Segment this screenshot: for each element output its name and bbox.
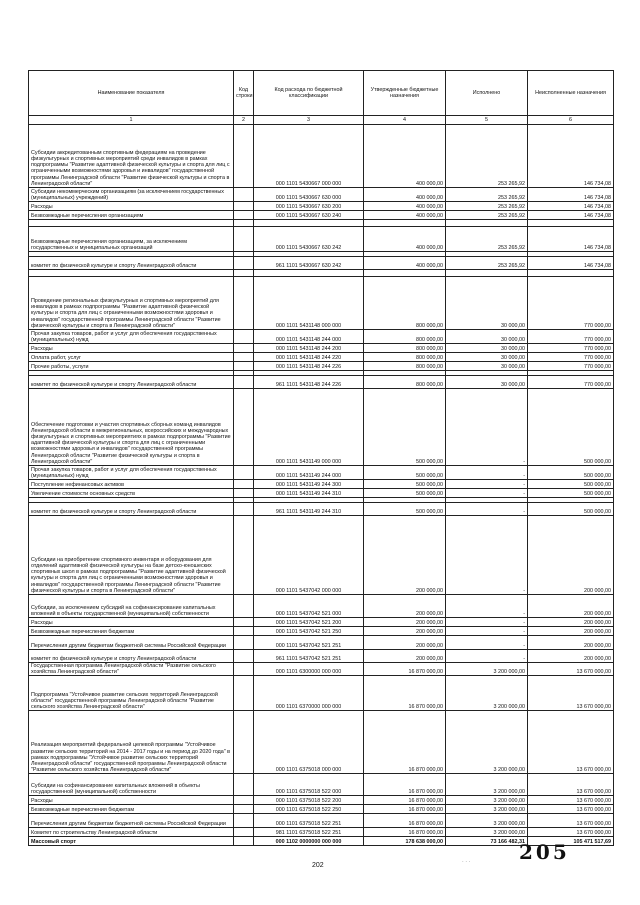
column-number: 1 [29, 116, 234, 125]
row-name-cell: Расходы [29, 344, 234, 353]
unexecuted-cell: 146 734,08 [528, 257, 614, 270]
table-row [29, 466, 614, 480]
executed-cell: 30 000,00 [446, 277, 528, 330]
approved-cell: 500 000,00 [364, 480, 446, 489]
unexecuted-cell: 200 000,00 [528, 516, 614, 595]
expense-code-cell: 000 1101 5431148 244 226 [254, 362, 364, 371]
approved-cell: 800 000,00 [364, 376, 446, 389]
row-code-cell [234, 344, 254, 353]
row-name-cell: Субсидии на приобретение спортивного инвентаря и оборудования для отделений адаптивной физической культуры на базе детско-юношеских спортивных школ в рамках подпрограммы "Развитие адаптивной физической культуры и спорта для лиц с ограниченными возможностями здоровья и инвалидов" государственной программы Ленинградской области "Развитие физической культуры и спорта в Ленинградской области" [29, 516, 234, 595]
executed-cell: - [446, 466, 528, 480]
table-row [29, 774, 614, 796]
row-name-cell: Подпрограмма "Устойчивое развитие сельских территорий Ленинградской области" государственной программы Ленинградской области "Развитие сельского хозяйства Ленинградской области" [29, 676, 234, 711]
executed-cell: 30 000,00 [446, 330, 528, 344]
unexecuted-cell: 770 000,00 [528, 330, 614, 344]
row-name-cell: Субсидии некоммерческим организациям (за исключением государственных (муниципальных) учреждений) [29, 188, 234, 202]
row-code-cell [234, 277, 254, 330]
table-row [29, 516, 614, 595]
table-row [29, 489, 614, 498]
expense-code-cell: 000 1101 5431149 244 000 [254, 466, 364, 480]
executed-cell: 3 200 000,00 [446, 796, 528, 805]
spacer-cell [446, 220, 528, 227]
approved-cell: 200 000,00 [364, 516, 446, 595]
row-code-cell [234, 489, 254, 498]
stamped-sheet-number: 205 [519, 840, 570, 864]
approved-cell: 200 000,00 [364, 636, 446, 650]
spacer-cell [234, 220, 254, 227]
row-name-cell: Безвозмездные перечисления бюджетам [29, 805, 234, 814]
unexecuted-cell: 13 670 000,00 [528, 805, 614, 814]
expense-code-cell: 000 1101 5431148 244 000 [254, 330, 364, 344]
row-name-cell: Безвозмездные перечисления бюджетам [29, 627, 234, 636]
expense-code-cell: 000 1101 5437042 521 200 [254, 618, 364, 627]
row-code-cell [234, 389, 254, 466]
row-code-cell [234, 650, 254, 663]
report-sheet [28, 70, 613, 846]
header-executed: Исполнено [446, 71, 528, 116]
executed-cell: 3 200 000,00 [446, 828, 528, 837]
executed-cell: - [446, 627, 528, 636]
row-name-cell: Расходы [29, 796, 234, 805]
table-row [29, 344, 614, 353]
row-code-cell [234, 362, 254, 371]
table-row [29, 257, 614, 270]
row-code-cell [234, 774, 254, 796]
unexecuted-cell: 13 670 000,00 [528, 676, 614, 711]
executed-cell: 3 200 000,00 [446, 711, 528, 774]
expense-code-cell: 000 1101 5437042 000 000 [254, 516, 364, 595]
row-code-cell [234, 627, 254, 636]
row-code-cell [234, 837, 254, 846]
row-name-cell: Оплата работ, услуг [29, 353, 234, 362]
row-code-cell [234, 211, 254, 220]
approved-cell: 16 870 000,00 [364, 805, 446, 814]
approved-cell: 200 000,00 [364, 627, 446, 636]
table-row [29, 663, 614, 676]
column-number: 5 [446, 116, 528, 125]
expense-code-cell: 000 1101 5431149 000 000 [254, 389, 364, 466]
row-code-cell [234, 227, 254, 252]
expense-code-cell: 961 1101 5431148 244 226 [254, 376, 364, 389]
table-row [29, 330, 614, 344]
unexecuted-cell: 13 670 000,00 [528, 663, 614, 676]
column-number-row [29, 116, 614, 125]
executed-cell: - [446, 489, 528, 498]
row-name-cell: Перечисления другим бюджетам бюджетной системы Российской Федерации [29, 636, 234, 650]
table-row [29, 277, 614, 330]
expense-code-cell: 961 1101 5431149 244 310 [254, 503, 364, 516]
row-name-cell: Проведение региональных физкультурных и спортивных мероприятий для инвалидов в рамках подпрограммы "Развитие адаптивной физической культуры и спорта для лиц с ограниченными возможностями здоровья и инвалидов" государственной программы Ленинградской области "Развитие физической культуры и спорта в Ленинградской области" [29, 277, 234, 330]
approved-cell: 500 000,00 [364, 489, 446, 498]
table-row [29, 202, 614, 211]
unexecuted-cell: 13 670 000,00 [528, 828, 614, 837]
row-name-cell: Обеспечение подготовки и участия спортивных сборных команд инвалидов Ленинградской области в межрегиональных, всероссийских и международных физкультурных и спортивных мероприятиях в рамках подпрограммы "Развитие адаптивной физической культуры и спорта для лиц с ограниченными возможностями здоровья и инвалидов" государственной программы Ленинградской области "Развитие физической культуры и спорта в Ленинградской области" [29, 389, 234, 466]
spacer-cell [528, 270, 614, 277]
row-code-cell [234, 480, 254, 489]
spacer-cell [254, 220, 364, 227]
row-code-cell [234, 711, 254, 774]
unexecuted-cell: 500 000,00 [528, 389, 614, 466]
expense-code-cell: 000 1101 6300000 000 000 [254, 663, 364, 676]
unexecuted-cell: 200 000,00 [528, 595, 614, 618]
approved-cell: 200 000,00 [364, 595, 446, 618]
row-name-cell: комитет по физической культуре и спорту Ленинградской области [29, 503, 234, 516]
table-row [29, 595, 614, 618]
budget-execution-table [28, 70, 614, 846]
approved-cell: 500 000,00 [364, 466, 446, 480]
unexecuted-cell: 200 000,00 [528, 618, 614, 627]
executed-cell: - [446, 389, 528, 466]
approved-cell: 800 000,00 [364, 277, 446, 330]
executed-cell: - [446, 618, 528, 627]
expense-code-cell: 000 1101 6375018 522 251 [254, 814, 364, 828]
approved-cell: 800 000,00 [364, 353, 446, 362]
row-name-cell: Массовый спорт [29, 837, 234, 846]
row-code-cell [234, 353, 254, 362]
unexecuted-cell: 13 670 000,00 [528, 711, 614, 774]
approved-cell: 16 870 000,00 [364, 814, 446, 828]
approved-cell: 16 870 000,00 [364, 711, 446, 774]
table-row [29, 362, 614, 371]
unexecuted-cell: 13 670 000,00 [528, 814, 614, 828]
approved-cell: 200 000,00 [364, 650, 446, 663]
table-row [29, 627, 614, 636]
expense-code-cell: 000 1101 6375018 522 250 [254, 805, 364, 814]
unexecuted-cell: 146 734,08 [528, 227, 614, 252]
row-name-cell: комитет по физической культуре и спорту Ленинградской области [29, 650, 234, 663]
header-unexecuted: Неисполненные назначения [528, 71, 614, 116]
executed-cell: 30 000,00 [446, 344, 528, 353]
row-code-cell [234, 376, 254, 389]
expense-code-cell: 000 1101 5431148 244 200 [254, 344, 364, 353]
row-code-cell [234, 188, 254, 202]
approved-cell: 800 000,00 [364, 344, 446, 353]
spacer-cell [29, 270, 234, 277]
expense-code-cell: 000 1101 5431148 000 000 [254, 277, 364, 330]
column-number: 3 [254, 116, 364, 125]
row-code-cell [234, 125, 254, 188]
row-name-cell: Прочая закупка товаров, работ и услуг для обеспечения государственных (муниципальных) нужд [29, 466, 234, 480]
column-number: 2 [234, 116, 254, 125]
unexecuted-cell: 146 734,08 [528, 202, 614, 211]
executed-cell: 30 000,00 [446, 376, 528, 389]
executed-cell: 253 265,92 [446, 188, 528, 202]
approved-cell: 16 870 000,00 [364, 774, 446, 796]
expense-code-cell: 000 1101 6375018 522 000 [254, 774, 364, 796]
table-row [29, 503, 614, 516]
row-code-cell [234, 257, 254, 270]
table-row [29, 211, 614, 220]
row-code-cell [234, 796, 254, 805]
table-row [29, 636, 614, 650]
unexecuted-cell: 146 734,08 [528, 188, 614, 202]
expense-code-cell: 961 1101 5437042 521 251 [254, 650, 364, 663]
row-name-cell: Субсидии, за исключением субсидий на софинансирование капитальных вложений в объекты государственной (муниципальной) собственности [29, 595, 234, 618]
row-code-cell [234, 828, 254, 837]
executed-cell: 3 200 000,00 [446, 774, 528, 796]
table-row [29, 805, 614, 814]
spacer-cell [254, 270, 364, 277]
row-name-cell: комитет по физической культуре и спорту Ленинградской области [29, 257, 234, 270]
spacer-cell [29, 220, 234, 227]
row-name-cell: Расходы [29, 202, 234, 211]
unexecuted-cell: 200 000,00 [528, 627, 614, 636]
row-code-cell [234, 503, 254, 516]
table-row [29, 828, 614, 837]
executed-cell: 253 265,92 [446, 227, 528, 252]
row-code-cell [234, 516, 254, 595]
table-row [29, 480, 614, 489]
approved-cell: 16 870 000,00 [364, 676, 446, 711]
executed-cell: 253 265,92 [446, 257, 528, 270]
executed-cell: - [446, 480, 528, 489]
unexecuted-cell: 500 000,00 [528, 489, 614, 498]
expense-code-cell: 000 1102 0000000 000 000 [254, 837, 364, 846]
approved-cell: 200 000,00 [364, 618, 446, 627]
unexecuted-cell: 500 000,00 [528, 466, 614, 480]
spacer-row [29, 220, 614, 227]
row-name-cell: Реализация мероприятий федеральной целевой программы "Устойчивое развитие сельских территорий на 2014 - 2017 годы и на период до 2020 года" в рамках подпрограммы "Устойчивое развитие сельских территорий Ленинградской области" государственной программы Ленинградской области "Развитие сельского хозяйства Ленинградской области" [29, 711, 234, 774]
executed-cell: - [446, 636, 528, 650]
row-name-cell: Прочие работы, услуги [29, 362, 234, 371]
table-row [29, 188, 614, 202]
executed-cell: - [446, 595, 528, 618]
expense-code-cell: 000 1101 6375018 522 200 [254, 796, 364, 805]
executed-cell: 253 265,92 [446, 202, 528, 211]
table-row [29, 711, 614, 774]
unexecuted-cell: 770 000,00 [528, 277, 614, 330]
page-number: 202 [312, 862, 324, 869]
executed-cell: 3 200 000,00 [446, 676, 528, 711]
approved-cell: 16 870 000,00 [364, 796, 446, 805]
unexecuted-cell: 200 000,00 [528, 636, 614, 650]
table-body [29, 125, 614, 846]
unexecuted-cell: 770 000,00 [528, 376, 614, 389]
executed-cell: 73 166 482,31 [446, 837, 528, 846]
unexecuted-cell: 105 471 517,69 [528, 837, 614, 846]
row-code-cell [234, 676, 254, 711]
header-row-code: Код строки [234, 71, 254, 116]
unexecuted-cell: 500 000,00 [528, 503, 614, 516]
header-indicator-name: Наименование показателя [29, 71, 234, 116]
executed-cell: 253 265,92 [446, 125, 528, 188]
row-name-cell: Безвозмездные перечисления организациям, за исключением государственных и муниципальных организаций [29, 227, 234, 252]
expense-code-cell: 000 1101 6375018 000 000 [254, 711, 364, 774]
table-row [29, 376, 614, 389]
column-number: 4 [364, 116, 446, 125]
approved-cell: 500 000,00 [364, 389, 446, 466]
row-code-cell [234, 330, 254, 344]
approved-cell: 178 638 000,00 [364, 837, 446, 846]
executed-cell: 3 200 000,00 [446, 663, 528, 676]
executed-cell: 3 200 000,00 [446, 814, 528, 828]
approved-cell: 500 000,00 [364, 503, 446, 516]
table-row [29, 650, 614, 663]
table-row [29, 618, 614, 627]
row-name-cell: Увеличение стоимости основных средств [29, 489, 234, 498]
unexecuted-cell: 770 000,00 [528, 353, 614, 362]
approved-cell: 400 000,00 [364, 211, 446, 220]
table-row [29, 814, 614, 828]
table-row [29, 353, 614, 362]
approved-cell: 800 000,00 [364, 362, 446, 371]
unexecuted-cell: 770 000,00 [528, 362, 614, 371]
row-code-cell [234, 595, 254, 618]
expense-code-cell: 000 1101 5430667 630 240 [254, 211, 364, 220]
approved-cell: 800 000,00 [364, 330, 446, 344]
header-expense-code: Код расхода по бюджетной классификации [254, 71, 364, 116]
expense-code-cell: 000 1101 5431148 244 220 [254, 353, 364, 362]
approved-cell: 400 000,00 [364, 257, 446, 270]
spacer-cell [446, 270, 528, 277]
expense-code-cell: 961 1101 5430667 630 242 [254, 257, 364, 270]
expense-code-cell: 000 1101 5430667 000 000 [254, 125, 364, 188]
table-row [29, 227, 614, 252]
expense-code-cell: 000 1101 5430667 630 242 [254, 227, 364, 252]
approved-cell: 400 000,00 [364, 125, 446, 188]
row-name-cell: Прочая закупка товаров, работ и услуг для обеспечения государственных (муниципальных) нужд [29, 330, 234, 344]
executed-cell: 3 200 000,00 [446, 805, 528, 814]
row-code-cell [234, 618, 254, 627]
column-number: 6 [528, 116, 614, 125]
expense-code-cell: 981 1101 6375018 522 251 [254, 828, 364, 837]
row-name-cell: Субсидии аккредитованным спортивным федерациям на проведение физкультурных и спортивных мероприятий среди инвалидов в рамках подпрограммы "Развитие адаптивной физической культуры и спорта для лиц с ограниченными возможностями здоровья и инвалидов" государственной программы Ленинградской области "Развитие физической культуры и спорта в Ленинградской области" [29, 125, 234, 188]
table-row [29, 389, 614, 466]
expense-code-cell: 000 1101 5431149 244 300 [254, 480, 364, 489]
spacer-cell [234, 270, 254, 277]
row-name-cell: Поступление нефинансовых активов [29, 480, 234, 489]
expense-code-cell: 000 1101 5437042 521 251 [254, 636, 364, 650]
executed-cell: - [446, 503, 528, 516]
executed-cell: - [446, 516, 528, 595]
row-code-cell [234, 636, 254, 650]
spacer-cell [528, 220, 614, 227]
unexecuted-cell: 13 670 000,00 [528, 774, 614, 796]
header-row [29, 71, 614, 116]
unexecuted-cell: 770 000,00 [528, 344, 614, 353]
row-code-cell [234, 814, 254, 828]
spacer-cell [364, 220, 446, 227]
expense-code-cell: 000 1101 5430667 630 000 [254, 188, 364, 202]
executed-cell: 30 000,00 [446, 353, 528, 362]
expense-code-cell: 000 1101 5437042 521 250 [254, 627, 364, 636]
expense-code-cell: 000 1101 5430667 630 200 [254, 202, 364, 211]
row-code-cell [234, 663, 254, 676]
spacer-cell [364, 270, 446, 277]
row-code-cell [234, 202, 254, 211]
row-code-cell [234, 466, 254, 480]
expense-code-cell: 000 1101 6370000 000 000 [254, 676, 364, 711]
executed-cell: 30 000,00 [446, 362, 528, 371]
unexecuted-cell: 13 670 000,00 [528, 796, 614, 805]
expense-code-cell: 000 1101 5431149 244 310 [254, 489, 364, 498]
unexecuted-cell: 500 000,00 [528, 480, 614, 489]
scan-marks: . . . [462, 858, 471, 864]
row-name-cell: комитет по физической культуре и спорту Ленинградской области [29, 376, 234, 389]
executed-cell: - [446, 650, 528, 663]
header-approved: Утвержденные бюджетные назначения [364, 71, 446, 116]
approved-cell: 400 000,00 [364, 202, 446, 211]
row-name-cell: Расходы [29, 618, 234, 627]
row-name-cell: Безвозмездные перечисления организациям [29, 211, 234, 220]
row-name-cell: Субсидии на софинансирование капитальных вложений в объекты государственной (муниципальной) собственности [29, 774, 234, 796]
table-row [29, 796, 614, 805]
row-name-cell: Перечисления другим бюджетам бюджетной системы Российской Федерации [29, 814, 234, 828]
unexecuted-cell: 146 734,08 [528, 125, 614, 188]
table-row [29, 125, 614, 188]
table-row [29, 676, 614, 711]
approved-cell: 400 000,00 [364, 227, 446, 252]
approved-cell: 16 870 000,00 [364, 663, 446, 676]
expense-code-cell: 000 1101 5437042 521 000 [254, 595, 364, 618]
approved-cell: 400 000,00 [364, 188, 446, 202]
row-name-cell: Государственная программа Ленинградской области "Развитие сельского хозяйства Ленинградской области" [29, 663, 234, 676]
unexecuted-cell: 146 734,08 [528, 211, 614, 220]
row-code-cell [234, 805, 254, 814]
executed-cell: 253 265,92 [446, 211, 528, 220]
unexecuted-cell: 200 000,00 [528, 650, 614, 663]
row-name-cell: Комитет по строительству Ленинградской области [29, 828, 234, 837]
approved-cell: 16 870 000,00 [364, 828, 446, 837]
spacer-row [29, 270, 614, 277]
